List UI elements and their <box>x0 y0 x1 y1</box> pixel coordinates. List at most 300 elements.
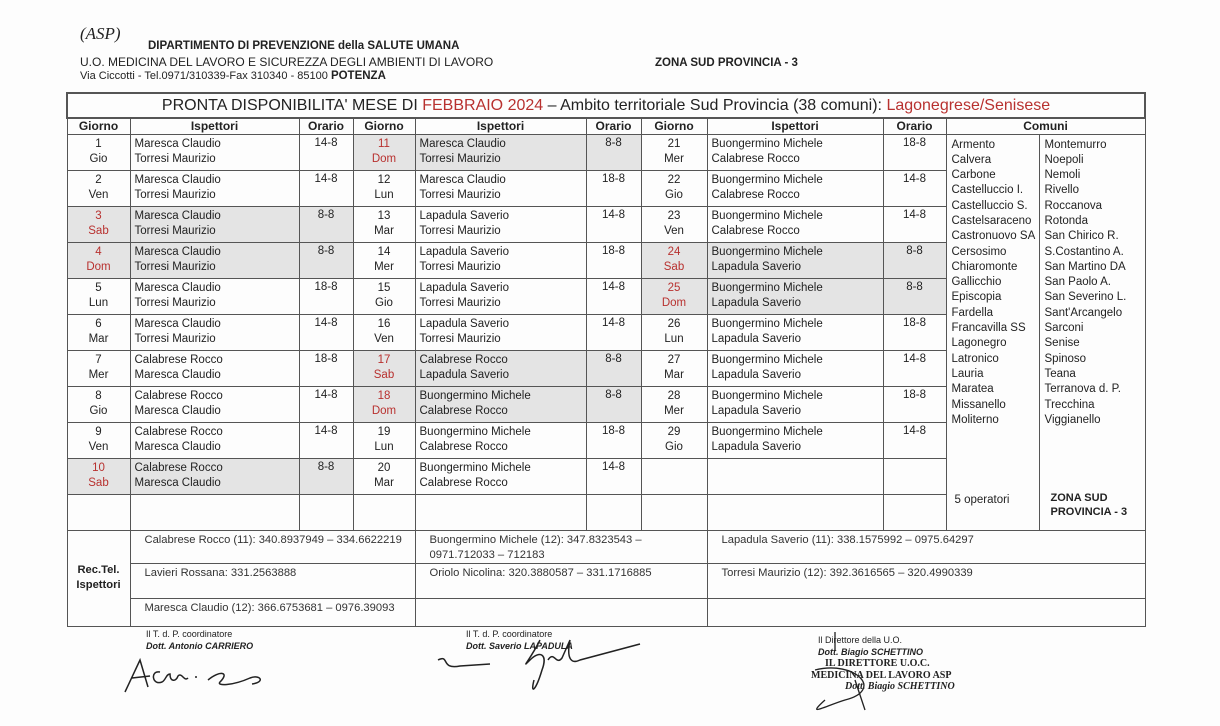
hours-cell <box>299 458 353 494</box>
weekday: Mer <box>374 260 394 273</box>
contacts-row <box>67 598 1145 626</box>
inspector-name: Lapadula Saverio <box>711 404 802 417</box>
day-number: 8 <box>95 389 102 402</box>
shift-hours: 8-8 <box>317 244 335 257</box>
weekday: Gio <box>375 296 393 309</box>
town-name: Viggianello <box>1044 413 1101 426</box>
inspectors-cell <box>707 458 883 494</box>
inspector-name: Torresi Maurizio <box>419 296 501 309</box>
town-name: Gallicchio <box>951 276 1002 289</box>
inspector-name: Calabrese Rocco <box>711 188 800 201</box>
town-name: Senise <box>1044 337 1080 350</box>
shift-hours: 8-8 <box>906 280 923 293</box>
day-number: 19 <box>377 425 391 438</box>
day-cell <box>67 314 130 350</box>
table-row <box>67 134 1145 170</box>
day-cell <box>641 242 707 278</box>
day-cell <box>67 422 130 458</box>
town-name: Castelsaraceno <box>951 214 1032 227</box>
hours-cell <box>586 422 641 458</box>
weekday: Mar <box>664 368 684 381</box>
town-name: San Martino DA <box>1044 260 1126 273</box>
inspectors-cell <box>415 422 586 458</box>
hours-cell <box>883 134 946 170</box>
column-header-day: Giorno <box>353 118 415 134</box>
shift-hours: 14-8 <box>601 280 626 293</box>
inspector-name: Buongermino Michele <box>711 425 823 438</box>
day-number: 24 <box>667 245 681 258</box>
day-number: 20 <box>377 461 391 474</box>
day-number: 3 <box>95 209 102 222</box>
town-name: Cersosimo <box>951 245 1007 258</box>
shift-hours: 18-8 <box>314 280 338 293</box>
inspector-name: Torresi Maurizio <box>419 260 501 273</box>
hours-cell <box>299 314 353 350</box>
title-prefix: PRONTA DISPONIBILITA' MESE DI <box>161 96 423 114</box>
inspector-name: Buongermino Michele <box>419 461 531 474</box>
town-name: S.Costantino A. <box>1044 245 1124 258</box>
shift-hours: 8-8 <box>317 460 335 473</box>
inspector-name: Calabrese Rocco <box>134 425 223 438</box>
hours-cell <box>299 422 353 458</box>
weekday: Gio <box>665 440 683 453</box>
inspector-name: Torresi Maurizio <box>419 188 501 201</box>
day-number: 12 <box>377 173 391 186</box>
inspectors-cell <box>707 314 883 350</box>
inspector-name: Torresi Maurizio <box>134 296 216 309</box>
day-cell <box>641 278 707 314</box>
weekday: Ven <box>88 188 109 201</box>
svg-text:IL DIRETTORE U.O.C.: IL DIRETTORE U.O.C. <box>825 658 930 669</box>
address <box>80 70 386 82</box>
inspector-name: Calabrese Rocco <box>134 461 223 474</box>
divider <box>1039 135 1040 530</box>
schedule-table <box>66 92 1145 627</box>
column-header-inspectors: Ispettori <box>415 118 586 134</box>
signature-name: Dott. Saverio LAPADULA <box>466 641 573 651</box>
inspectors-cell <box>707 494 883 530</box>
inspectors-cell <box>415 386 586 422</box>
inspector-name: Calabrese Rocco <box>419 404 508 417</box>
svg-text:Dott. Biagio SCHETTINO: Dott. Biagio SCHETTINO <box>845 681 955 692</box>
weekday: Mar <box>374 476 394 489</box>
day-number: 26 <box>667 317 681 330</box>
town-name: Spinoso <box>1044 352 1087 365</box>
town-name: Rotonda <box>1044 214 1088 227</box>
weekday: Gio <box>665 188 683 201</box>
day-number: 28 <box>667 389 681 402</box>
town-name: Missanello <box>951 398 1006 411</box>
signature-role: Il Direttore della U.O. <box>818 635 903 645</box>
weekday: Dom <box>371 152 397 165</box>
day-number: 17 <box>377 353 391 366</box>
inspectors-cell <box>415 278 586 314</box>
hours-cell <box>883 278 946 314</box>
inspector-name: Lapadula Saverio <box>711 260 802 273</box>
weekday: Sab <box>88 224 109 237</box>
column-header-hours: Orario <box>883 118 946 134</box>
weekday: Gio <box>89 404 108 417</box>
title-middle: – Ambito territoriale Sud Provincia (38 comuni): <box>543 96 887 114</box>
weekday: Lun <box>374 440 394 453</box>
day-number: 21 <box>667 137 681 150</box>
day-cell <box>67 350 130 386</box>
inspector-name: Torresi Maurizio <box>419 152 501 165</box>
handwritten-signature-carriero <box>120 652 280 697</box>
inspector-name: Calabrese Rocco <box>711 152 800 165</box>
inspector-name: Torresi Maurizio <box>419 332 501 345</box>
inspector-name: Buongermino Michele <box>711 209 823 222</box>
shift-hours: 18-8 <box>601 424 626 437</box>
hours-cell <box>299 170 353 206</box>
weekday: Sab <box>88 476 109 489</box>
contact-cell: Buongermino Michele (12): 347.8323543 – 0971.712033 – 712183 <box>415 530 707 563</box>
day-cell <box>641 170 707 206</box>
inspectors-cell <box>130 422 299 458</box>
inspector-name: Calabrese Rocco <box>134 353 223 366</box>
town-name: Nemoli <box>1044 169 1081 182</box>
day-cell <box>353 278 415 314</box>
inspector-name: Torresi Maurizio <box>134 188 216 201</box>
hours-cell <box>586 350 641 386</box>
town-name: Castelluccio I. <box>951 184 1024 197</box>
column-header-day: Giorno <box>641 118 707 134</box>
towns-list-left <box>952 138 1036 429</box>
town-name: Lauria <box>951 367 984 380</box>
weekday: Dom <box>86 260 111 273</box>
day-cell <box>353 458 415 494</box>
town-name: Teana <box>1044 367 1076 380</box>
inspector-name: Lapadula Saverio <box>711 332 802 345</box>
day-cell <box>67 134 130 170</box>
column-header-hours: Orario <box>586 118 641 134</box>
hours-cell <box>299 350 353 386</box>
day-number: 9 <box>95 425 102 438</box>
weekday: Lun <box>88 296 109 309</box>
weekday: Ven <box>374 332 394 345</box>
towns-cell <box>946 134 1145 530</box>
zone-label: ZONA SUD PROVINCIA - 3 <box>655 57 798 69</box>
contact-cell: Oriolo Nicolina: 320.3880587 – 331.1716885 <box>415 563 707 598</box>
inspector-name: Torresi Maurizio <box>419 224 501 237</box>
contact-cell: Lapadula Saverio (11): 338.1575992 – 0975.64297 <box>707 530 1145 563</box>
title-area: Lagonegrese/Senisese <box>886 96 1051 114</box>
hours-cell <box>586 458 641 494</box>
weekday: Mer <box>664 404 684 417</box>
inspector-name: Lapadula Saverio <box>711 440 802 453</box>
inspectors-cell <box>130 278 299 314</box>
weekday: Ven <box>88 440 109 453</box>
unit-name: U.O. MEDICINA DEL LAVORO E SICUREZZA DEGLI AMBIENTI DI LAVORO <box>80 55 494 69</box>
column-header-hours: Orario <box>299 118 353 134</box>
shift-hours: 18-8 <box>601 244 626 257</box>
weekday: Sab <box>663 260 685 273</box>
day-cell <box>353 242 415 278</box>
town-name: Castronuovo SA <box>951 230 1036 243</box>
column-header-inspectors: Ispettori <box>130 118 299 134</box>
weekday: Mer <box>664 152 684 165</box>
inspector-name: Lapadula Saverio <box>711 296 802 309</box>
inspector-name: Buongermino Michele <box>711 317 823 330</box>
inspector-name: Buongermino Michele <box>419 389 531 402</box>
inspectors-cell <box>707 422 883 458</box>
inspectors-cell <box>415 242 586 278</box>
inspectors-cell <box>130 170 299 206</box>
town-name: Moliterno <box>951 413 999 426</box>
hours-cell <box>299 206 353 242</box>
day-number: 29 <box>667 425 681 438</box>
day-cell <box>353 350 415 386</box>
header-row <box>67 118 1145 134</box>
address-line: Via Ciccotti - Tel.0971/310339-Fax 310340 - 85100 <box>80 70 331 82</box>
hours-cell <box>299 134 353 170</box>
town-name: Trecchina <box>1044 398 1095 411</box>
day-cell <box>67 278 130 314</box>
inspectors-cell <box>415 170 586 206</box>
title-month: FEBBRAIO 2024 <box>422 96 544 114</box>
shift-hours: 8-8 <box>605 352 622 365</box>
hours-cell <box>299 278 353 314</box>
hours-cell <box>883 494 946 530</box>
day-number: 6 <box>95 317 102 330</box>
town-name: San Paolo A. <box>1044 276 1111 289</box>
day-number: 15 <box>377 281 391 294</box>
weekday: Gio <box>89 152 108 165</box>
town-name: Terranova d. P. <box>1044 383 1122 396</box>
column-header-towns: Comuni <box>946 118 1145 134</box>
inspector-name: Lapadula Saverio <box>419 317 510 330</box>
weekday: Mer <box>88 368 109 381</box>
inspector-name: Torresi Maurizio <box>134 332 216 345</box>
svg-text:MEDICINA DEL LAVORO ASP: MEDICINA DEL LAVORO ASP <box>811 670 952 681</box>
day-cell <box>641 386 707 422</box>
town-name: Episcopia <box>951 291 1002 304</box>
column-header-day: Giorno <box>67 118 130 134</box>
town-name: Rivello <box>1044 184 1080 197</box>
town-name: Carbone <box>951 169 996 182</box>
inspectors-cell <box>130 134 299 170</box>
operators-count: 5 operatori <box>954 493 1010 506</box>
day-number: 14 <box>377 245 391 258</box>
weekday: Ven <box>664 224 684 237</box>
town-name: Sarconi <box>1044 322 1084 335</box>
hours-cell <box>586 242 641 278</box>
hours-cell <box>883 206 946 242</box>
inspector-name: Lapadula Saverio <box>419 368 510 381</box>
inspector-name: Lapadula Saverio <box>711 368 802 381</box>
hours-cell <box>299 494 353 530</box>
day-cell <box>353 422 415 458</box>
towns-list-right <box>1045 138 1127 429</box>
column-header-inspectors: Ispettori <box>707 118 883 134</box>
title-row <box>67 93 1145 118</box>
inspectors-cell <box>707 170 883 206</box>
shift-hours: 14-8 <box>902 208 927 221</box>
inspector-name: Buongermino Michele <box>711 137 823 150</box>
hours-cell <box>883 242 946 278</box>
day-number: 2 <box>95 173 102 186</box>
town-name: San Severino L. <box>1044 291 1127 304</box>
inspector-name: Torresi Maurizio <box>134 224 216 237</box>
inspectors-cell <box>707 386 883 422</box>
shift-hours: 18-8 <box>902 316 927 329</box>
hours-cell <box>586 206 641 242</box>
inspector-name: Torresi Maurizio <box>134 260 216 273</box>
day-number: 27 <box>667 353 681 366</box>
town-name: Armento <box>951 138 995 151</box>
inspector-name: Maresca Claudio <box>419 173 506 186</box>
day-cell <box>641 206 707 242</box>
inspector-name: Buongermino Michele <box>711 353 823 366</box>
weekday: Dom <box>661 296 687 309</box>
day-number: 18 <box>377 389 391 402</box>
day-cell <box>353 386 415 422</box>
contact-cell <box>415 598 707 626</box>
inspectors-cell <box>130 206 299 242</box>
inspectors-cell <box>130 458 299 494</box>
inspector-name: Maresca Claudio <box>134 404 221 417</box>
contact-cell: Calabrese Rocco (11): 340.8937949 – 334.6622219 <box>130 530 415 563</box>
inspector-name: Maresca Claudio <box>134 476 221 489</box>
day-cell <box>67 242 130 278</box>
asp-logo: (ASP) <box>80 24 121 43</box>
inspector-name: Maresca Claudio <box>134 368 221 381</box>
inspectors-cell <box>415 350 586 386</box>
hours-cell <box>883 170 946 206</box>
town-name: Noepoli <box>1044 153 1084 166</box>
day-number: 11 <box>378 137 390 150</box>
inspector-name: Maresca Claudio <box>134 209 221 222</box>
contact-cell: Torresi Maurizio (12): 392.3616565 – 320.4990339 <box>707 563 1145 598</box>
day-cell <box>353 170 415 206</box>
inspectors-cell <box>130 350 299 386</box>
shift-hours: 8-8 <box>605 388 622 401</box>
shift-hours: 14-8 <box>601 316 626 329</box>
contacts-row <box>67 530 1145 563</box>
shift-hours: 8-8 <box>605 136 622 149</box>
day-cell <box>641 350 707 386</box>
shift-hours: 14-8 <box>601 208 626 221</box>
contact-cell <box>707 598 1145 626</box>
hours-cell <box>586 494 641 530</box>
town-name: Montemurro <box>1044 138 1107 151</box>
shift-hours: 14-8 <box>314 316 338 329</box>
day-cell <box>67 494 130 530</box>
inspector-name: Maresca Claudio <box>134 440 221 453</box>
day-number: 22 <box>667 173 681 186</box>
day-cell <box>67 458 130 494</box>
signature-name: Dott. Biagio SCHETTINO <box>818 647 923 657</box>
contacts-label: Rec.Tel. Ispettori <box>67 530 130 626</box>
town-name: Francavilla SS <box>951 322 1026 335</box>
signature-block-carriero <box>146 628 253 652</box>
inspector-name: Maresca Claudio <box>134 245 221 258</box>
inspectors-cell <box>415 494 586 530</box>
day-cell <box>641 134 707 170</box>
hours-cell <box>883 386 946 422</box>
hours-cell <box>586 134 641 170</box>
day-number: 10 <box>92 461 105 474</box>
shift-hours: 8-8 <box>906 244 923 257</box>
weekday: Mar <box>88 332 109 345</box>
hours-cell <box>299 386 353 422</box>
town-name: Latronico <box>951 352 999 365</box>
weekday: Mar <box>374 224 394 237</box>
contacts-row <box>67 563 1145 598</box>
town-name: Calvera <box>951 153 992 166</box>
contact-cell: Maresca Claudio (12): 366.6753681 – 0976.39093 <box>130 598 415 626</box>
shift-hours: 8-8 <box>317 208 335 221</box>
hours-cell <box>883 314 946 350</box>
day-cell <box>353 206 415 242</box>
hours-cell <box>883 422 946 458</box>
day-number: 13 <box>377 209 391 222</box>
weekday: Lun <box>664 332 684 345</box>
director-stamp <box>795 630 965 720</box>
inspectors-cell <box>130 494 299 530</box>
city: POTENZA <box>330 70 386 82</box>
town-name: Chiaromonte <box>951 260 1018 273</box>
day-cell <box>641 314 707 350</box>
shift-hours: 14-8 <box>314 388 338 401</box>
inspector-name: Lapadula Saverio <box>419 245 510 258</box>
signature-role: Il T. d. P. coordinatore <box>146 629 233 639</box>
day-cell <box>67 170 130 206</box>
inspector-name: Buongermino Michele <box>419 425 531 438</box>
hours-cell <box>883 458 946 494</box>
day-number: 5 <box>95 281 102 294</box>
day-cell <box>641 422 707 458</box>
town-name: Roccanova <box>1044 199 1103 212</box>
zone-box-label: ZONA SUD PROVINCIA - 3 <box>1050 491 1128 518</box>
inspectors-cell <box>415 134 586 170</box>
inspector-name: Lapadula Saverio <box>419 209 510 222</box>
inspector-name: Buongermino Michele <box>711 281 823 294</box>
day-cell <box>353 494 415 530</box>
inspector-name: Calabrese Rocco <box>419 440 508 453</box>
signature-name: Dott. Antonio CARRIERO <box>146 641 254 651</box>
inspector-name: Maresca Claudio <box>134 317 221 330</box>
inspectors-cell <box>707 134 883 170</box>
hours-cell <box>883 350 946 386</box>
inspector-name: Torresi Maurizio <box>134 152 216 165</box>
town-name: Maratea <box>951 383 994 396</box>
inspectors-cell <box>415 314 586 350</box>
day-cell <box>67 386 130 422</box>
inspectors-cell <box>707 242 883 278</box>
town-name: Castelluccio S. <box>951 199 1028 212</box>
day-cell <box>641 494 707 530</box>
department-name: DIPARTIMENTO DI PREVENZIONE della SALUTE UMANA <box>148 40 460 52</box>
town-name: San Chirico R. <box>1044 230 1119 243</box>
inspectors-cell <box>130 314 299 350</box>
inspectors-cell <box>707 350 883 386</box>
day-cell <box>641 458 707 494</box>
inspector-name: Maresca Claudio <box>134 137 221 150</box>
shift-hours: 18-8 <box>902 388 927 401</box>
shift-hours: 14-8 <box>902 172 927 185</box>
inspectors-cell <box>707 206 883 242</box>
inspectors-cell <box>130 386 299 422</box>
inspector-name: Buongermino Michele <box>711 173 823 186</box>
hours-cell <box>586 386 641 422</box>
inspector-name: Calabrese Rocco <box>711 224 800 237</box>
town-name: Sant'Arcangelo <box>1044 306 1123 319</box>
weekday: Sab <box>373 368 395 381</box>
hours-cell <box>586 170 641 206</box>
day-cell <box>67 206 130 242</box>
inspector-name: Calabrese Rocco <box>419 353 508 366</box>
